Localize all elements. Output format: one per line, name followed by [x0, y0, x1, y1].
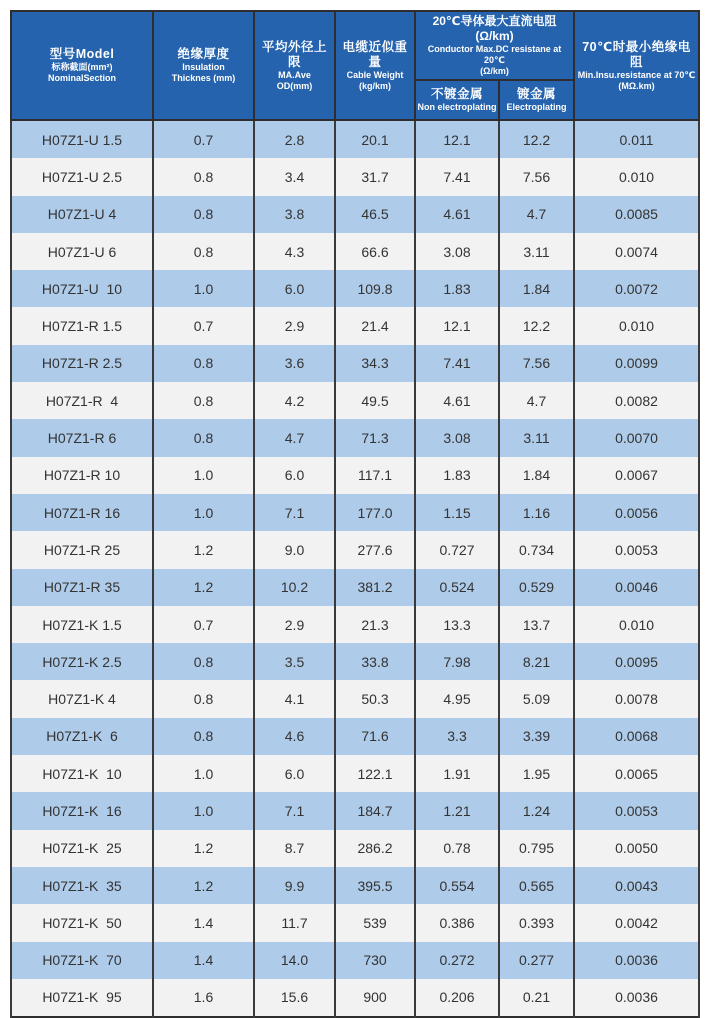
cell-average-od: 9.0 — [254, 531, 335, 568]
header-plating-en: Electroplating — [506, 102, 567, 112]
cell-dc-resistance-non-plated: 3.08 — [415, 419, 499, 456]
cell-dc-resistance-non-plated: 12.1 — [415, 307, 499, 344]
cell-cable-weight: 539 — [335, 904, 415, 941]
cell-dc-resistance-non-plated: 0.386 — [415, 904, 499, 941]
table-row — [11, 457, 699, 494]
cell-model: H07Z1-K 70 — [11, 942, 153, 979]
header-electroplating — [499, 80, 574, 120]
cell-dc-resistance-plated: 1.24 — [499, 792, 574, 829]
cell-insulation-thickness: 0.8 — [153, 382, 254, 419]
cell-min-insulation-resistance: 0.0065 — [574, 755, 699, 792]
table-row — [11, 382, 699, 419]
cell-min-insulation-resistance: 0.0053 — [574, 531, 699, 568]
cell-average-od: 4.6 — [254, 718, 335, 755]
cell-min-insulation-resistance: 0.0042 — [574, 904, 699, 941]
header-weight-en2: (kg/km) — [358, 80, 391, 91]
header-model-en1: 标称截面(mm²) — [51, 62, 113, 72]
cell-dc-resistance-non-plated: 1.21 — [415, 792, 499, 829]
cell-model: H07Z1-R 25 — [11, 531, 153, 568]
header-cable-weight — [335, 11, 415, 120]
cell-cable-weight: 20.1 — [335, 120, 415, 158]
cell-dc-resistance-plated: 1.16 — [499, 494, 574, 531]
cable-spec-table — [10, 10, 700, 1018]
cell-insulation-thickness: 1.2 — [153, 569, 254, 606]
header-insu-res-en1: Min.Insu.resistance at 70℃ — [577, 69, 696, 80]
cell-model: H07Z1-K 6 — [11, 718, 153, 755]
cell-min-insulation-resistance: 0.0056 — [574, 494, 699, 531]
header-weight-en1: Cable Weight — [346, 69, 404, 80]
cell-dc-resistance-plated: 0.393 — [499, 904, 574, 941]
cell-insulation-thickness: 1.2 — [153, 867, 254, 904]
cell-model: H07Z1-U 2.5 — [11, 158, 153, 195]
cell-average-od: 6.0 — [254, 270, 335, 307]
cell-insulation-thickness: 0.8 — [153, 158, 254, 195]
cell-insulation-thickness: 1.0 — [153, 494, 254, 531]
header-dc-group-en1: Conductor Max.DC resistane at 20℃ — [427, 44, 562, 65]
cell-insulation-thickness: 0.7 — [153, 120, 254, 158]
header-insulation-en2: Thicknes (mm) — [171, 73, 236, 83]
cell-dc-resistance-plated: 3.11 — [499, 233, 574, 270]
header-dc-group-en2: (Ω/km) — [480, 66, 509, 76]
cell-dc-resistance-non-plated: 0.554 — [415, 867, 499, 904]
table-row — [11, 307, 699, 344]
cell-average-od: 7.1 — [254, 494, 335, 531]
cell-cable-weight: 730 — [335, 942, 415, 979]
cell-insulation-thickness: 0.8 — [153, 419, 254, 456]
cell-model: H07Z1-K 1.5 — [11, 606, 153, 643]
cell-dc-resistance-plated: 0.734 — [499, 531, 574, 568]
cell-average-od: 9.9 — [254, 867, 335, 904]
header-dc-group-zh: 20℃导体最大直流电阻(Ω/km) — [432, 14, 557, 43]
cell-dc-resistance-plated: 8.21 — [499, 643, 574, 680]
cell-dc-resistance-plated: 0.795 — [499, 830, 574, 867]
cell-average-od: 4.7 — [254, 419, 335, 456]
cell-average-od: 6.0 — [254, 755, 335, 792]
header-insu-res-en2: (MΩ.km) — [618, 80, 655, 91]
cell-cable-weight: 21.3 — [335, 606, 415, 643]
cell-insulation-thickness: 0.8 — [153, 196, 254, 233]
table-row — [11, 120, 699, 158]
cell-dc-resistance-non-plated: 12.1 — [415, 120, 499, 158]
table-row — [11, 830, 699, 867]
cell-dc-resistance-non-plated: 3.3 — [415, 718, 499, 755]
cell-average-od: 7.1 — [254, 792, 335, 829]
header-insulation-en1: Insulation — [182, 62, 225, 72]
cell-min-insulation-resistance: 0.0074 — [574, 233, 699, 270]
cell-insulation-thickness: 0.7 — [153, 307, 254, 344]
cell-dc-resistance-non-plated: 0.524 — [415, 569, 499, 606]
cell-min-insulation-resistance: 0.0050 — [574, 830, 699, 867]
header-plating-zh: 镀金属 — [517, 87, 557, 101]
cell-dc-resistance-non-plated: 0.78 — [415, 830, 499, 867]
cell-min-insulation-resistance: 0.0043 — [574, 867, 699, 904]
table-row — [11, 270, 699, 307]
cell-dc-resistance-non-plated: 4.95 — [415, 680, 499, 717]
cell-dc-resistance-plated: 5.09 — [499, 680, 574, 717]
table-row — [11, 419, 699, 456]
cell-model: H07Z1-U 1.5 — [11, 120, 153, 158]
header-model — [11, 11, 153, 120]
cell-model: H07Z1-K 10 — [11, 755, 153, 792]
cell-cable-weight: 34.3 — [335, 345, 415, 382]
cell-average-od: 2.8 — [254, 120, 335, 158]
cell-average-od: 10.2 — [254, 569, 335, 606]
cell-dc-resistance-non-plated: 1.91 — [415, 755, 499, 792]
cell-model: H07Z1-R 4 — [11, 382, 153, 419]
cell-min-insulation-resistance: 0.011 — [574, 120, 699, 158]
cell-model: H07Z1-K 2.5 — [11, 643, 153, 680]
cell-cable-weight: 184.7 — [335, 792, 415, 829]
table-row — [11, 643, 699, 680]
header-model-zh: 型号Model — [49, 47, 115, 61]
cell-average-od: 3.8 — [254, 196, 335, 233]
table-row — [11, 792, 699, 829]
cell-min-insulation-resistance: 0.0036 — [574, 979, 699, 1017]
cell-dc-resistance-plated: 0.529 — [499, 569, 574, 606]
cell-dc-resistance-plated: 0.21 — [499, 979, 574, 1017]
cell-cable-weight: 381.2 — [335, 569, 415, 606]
cell-min-insulation-resistance: 0.0072 — [574, 270, 699, 307]
cell-dc-resistance-plated: 0.277 — [499, 942, 574, 979]
header-min-insulation-resistance — [574, 11, 699, 120]
header-insulation-thickness — [153, 11, 254, 120]
header-dc-resistance-group — [415, 11, 574, 80]
cell-insulation-thickness: 1.4 — [153, 942, 254, 979]
cell-average-od: 2.9 — [254, 606, 335, 643]
cell-dc-resistance-plated: 3.39 — [499, 718, 574, 755]
cell-dc-resistance-non-plated: 7.98 — [415, 643, 499, 680]
cell-dc-resistance-plated: 3.11 — [499, 419, 574, 456]
cell-model: H07Z1-K 35 — [11, 867, 153, 904]
cell-dc-resistance-plated: 12.2 — [499, 307, 574, 344]
cell-model: H07Z1-R 6 — [11, 419, 153, 456]
cell-cable-weight: 49.5 — [335, 382, 415, 419]
cell-cable-weight: 71.3 — [335, 419, 415, 456]
cell-cable-weight: 109.8 — [335, 270, 415, 307]
cell-cable-weight: 286.2 — [335, 830, 415, 867]
header-non-electroplating — [415, 80, 499, 120]
cell-min-insulation-resistance: 0.0068 — [574, 718, 699, 755]
cell-cable-weight: 177.0 — [335, 494, 415, 531]
cell-min-insulation-resistance: 0.0053 — [574, 792, 699, 829]
cell-average-od: 2.9 — [254, 307, 335, 344]
cell-insulation-thickness: 1.2 — [153, 531, 254, 568]
cell-dc-resistance-non-plated: 4.61 — [415, 196, 499, 233]
cell-dc-resistance-non-plated: 13.3 — [415, 606, 499, 643]
cell-dc-resistance-non-plated: 1.83 — [415, 457, 499, 494]
cell-min-insulation-resistance: 0.0070 — [574, 419, 699, 456]
cell-insulation-thickness: 1.0 — [153, 457, 254, 494]
cell-average-od: 11.7 — [254, 904, 335, 941]
cell-min-insulation-resistance: 0.010 — [574, 307, 699, 344]
header-non-plating-en: Non electroplating — [417, 102, 497, 112]
header-od-en2: OD(mm) — [276, 80, 313, 91]
cell-insulation-thickness: 1.4 — [153, 904, 254, 941]
cell-model: H07Z1-U 6 — [11, 233, 153, 270]
table-row — [11, 606, 699, 643]
cell-insulation-thickness: 0.7 — [153, 606, 254, 643]
cell-insulation-thickness: 0.8 — [153, 680, 254, 717]
table-header — [11, 11, 699, 120]
cell-cable-weight: 31.7 — [335, 158, 415, 195]
cell-cable-weight: 277.6 — [335, 531, 415, 568]
cell-cable-weight: 395.5 — [335, 867, 415, 904]
cell-cable-weight: 21.4 — [335, 307, 415, 344]
cell-min-insulation-resistance: 0.010 — [574, 606, 699, 643]
header-average-od — [254, 11, 335, 120]
cell-model: H07Z1-R 16 — [11, 494, 153, 531]
cell-dc-resistance-plated: 13.7 — [499, 606, 574, 643]
cell-dc-resistance-non-plated: 1.83 — [415, 270, 499, 307]
cell-cable-weight: 71.6 — [335, 718, 415, 755]
cell-insulation-thickness: 1.0 — [153, 792, 254, 829]
cell-model: H07Z1-K 16 — [11, 792, 153, 829]
header-od-en1: MA.Ave — [278, 69, 311, 80]
table-row — [11, 531, 699, 568]
cell-dc-resistance-plated: 1.95 — [499, 755, 574, 792]
cell-cable-weight: 122.1 — [335, 755, 415, 792]
cell-insulation-thickness: 1.0 — [153, 755, 254, 792]
cell-min-insulation-resistance: 0.0082 — [574, 382, 699, 419]
cell-model: H07Z1-R 2.5 — [11, 345, 153, 382]
cell-insulation-thickness: 0.8 — [153, 643, 254, 680]
cell-insulation-thickness: 0.8 — [153, 345, 254, 382]
cell-average-od: 3.5 — [254, 643, 335, 680]
cell-model: H07Z1-U 10 — [11, 270, 153, 307]
cell-dc-resistance-non-plated: 0.206 — [415, 979, 499, 1017]
cell-dc-resistance-plated: 1.84 — [499, 457, 574, 494]
header-weight-zh: 电缆近似重量 — [342, 39, 408, 69]
cell-min-insulation-resistance: 0.0046 — [574, 569, 699, 606]
cell-model: H07Z1-R 1.5 — [11, 307, 153, 344]
table-row — [11, 345, 699, 382]
cell-average-od: 4.3 — [254, 233, 335, 270]
cell-min-insulation-resistance: 0.0078 — [574, 680, 699, 717]
cell-insulation-thickness: 0.8 — [153, 718, 254, 755]
header-non-plating-zh: 不镀金属 — [430, 87, 483, 101]
cell-average-od: 15.6 — [254, 979, 335, 1017]
header-row-top — [11, 11, 699, 80]
cell-insulation-thickness: 1.2 — [153, 830, 254, 867]
cell-cable-weight: 900 — [335, 979, 415, 1017]
cell-dc-resistance-plated: 7.56 — [499, 158, 574, 195]
cell-model: H07Z1-K 95 — [11, 979, 153, 1017]
cell-cable-weight: 50.3 — [335, 680, 415, 717]
cell-average-od: 3.6 — [254, 345, 335, 382]
cell-model: H07Z1-K 4 — [11, 680, 153, 717]
cell-model: H07Z1-U 4 — [11, 196, 153, 233]
cell-cable-weight: 46.5 — [335, 196, 415, 233]
cell-dc-resistance-non-plated: 7.41 — [415, 158, 499, 195]
cell-insulation-thickness: 0.8 — [153, 233, 254, 270]
table-body — [11, 120, 699, 1017]
table-row — [11, 904, 699, 941]
cell-average-od: 4.1 — [254, 680, 335, 717]
cell-average-od: 3.4 — [254, 158, 335, 195]
cell-dc-resistance-non-plated: 4.61 — [415, 382, 499, 419]
cell-min-insulation-resistance: 0.0067 — [574, 457, 699, 494]
cell-average-od: 4.2 — [254, 382, 335, 419]
cell-dc-resistance-plated: 0.565 — [499, 867, 574, 904]
cell-dc-resistance-non-plated: 1.15 — [415, 494, 499, 531]
cell-dc-resistance-plated: 7.56 — [499, 345, 574, 382]
table-row — [11, 979, 699, 1017]
cell-min-insulation-resistance: 0.0036 — [574, 942, 699, 979]
table-row — [11, 867, 699, 904]
table-row — [11, 494, 699, 531]
table-row — [11, 680, 699, 717]
cell-model: H07Z1-K 25 — [11, 830, 153, 867]
table-row — [11, 718, 699, 755]
cell-dc-resistance-non-plated: 0.272 — [415, 942, 499, 979]
cell-min-insulation-resistance: 0.010 — [574, 158, 699, 195]
header-model-en2: NominalSection — [47, 73, 116, 83]
cell-min-insulation-resistance: 0.0099 — [574, 345, 699, 382]
cell-min-insulation-resistance: 0.0085 — [574, 196, 699, 233]
cell-cable-weight: 66.6 — [335, 233, 415, 270]
cell-model: H07Z1-R 35 — [11, 569, 153, 606]
table-row — [11, 755, 699, 792]
header-insu-res-zh: 70℃时最小绝缘电阻 — [582, 39, 691, 69]
header-insulation-zh: 绝缘厚度 — [177, 47, 230, 61]
table-row — [11, 942, 699, 979]
cell-dc-resistance-plated: 4.7 — [499, 382, 574, 419]
cell-cable-weight: 117.1 — [335, 457, 415, 494]
cell-min-insulation-resistance: 0.0095 — [574, 643, 699, 680]
cell-model: H07Z1-K 50 — [11, 904, 153, 941]
cell-cable-weight: 33.8 — [335, 643, 415, 680]
cell-dc-resistance-non-plated: 0.727 — [415, 531, 499, 568]
cell-dc-resistance-non-plated: 7.41 — [415, 345, 499, 382]
header-od-zh: 平均外径上限 — [261, 39, 327, 69]
cell-model: H07Z1-R 10 — [11, 457, 153, 494]
cell-average-od: 14.0 — [254, 942, 335, 979]
table-row — [11, 569, 699, 606]
table-row — [11, 233, 699, 270]
cell-insulation-thickness: 1.0 — [153, 270, 254, 307]
cell-dc-resistance-plated: 4.7 — [499, 196, 574, 233]
table-row — [11, 196, 699, 233]
cell-average-od: 6.0 — [254, 457, 335, 494]
cell-insulation-thickness: 1.6 — [153, 979, 254, 1017]
cell-average-od: 8.7 — [254, 830, 335, 867]
table-row — [11, 158, 699, 195]
cell-dc-resistance-non-plated: 3.08 — [415, 233, 499, 270]
cell-dc-resistance-plated: 1.84 — [499, 270, 574, 307]
cell-dc-resistance-plated: 12.2 — [499, 120, 574, 158]
